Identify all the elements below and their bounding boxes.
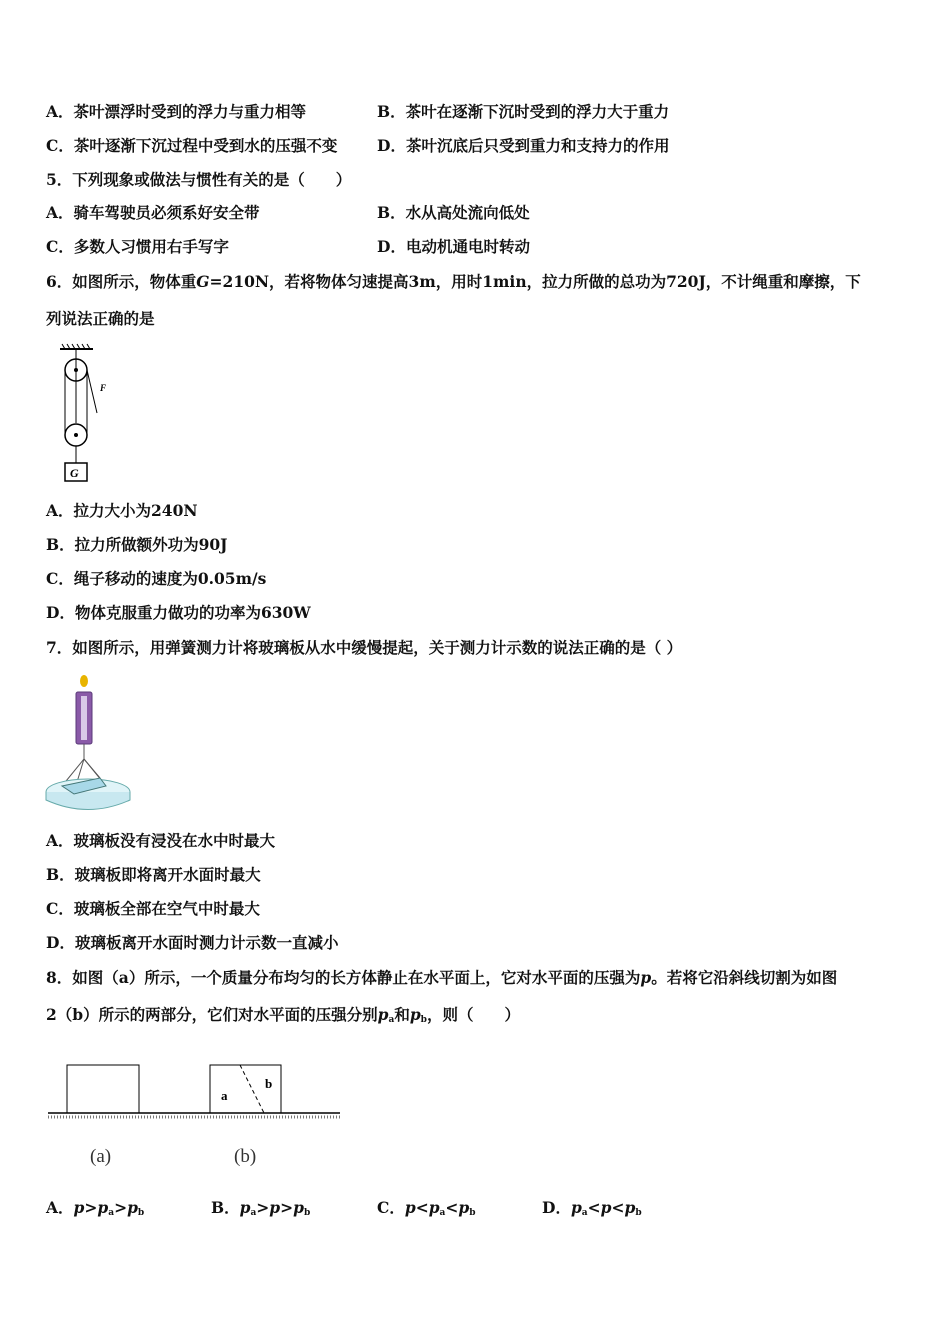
q5-option-d: D．电动机通电时转动 [377, 237, 530, 256]
q8-text: 8．如图（a）所示，一个质量分布均匀的长方体静止在水平面上，它对水平面的压强为 [46, 968, 641, 987]
sub: a [108, 1208, 115, 1218]
op: > [256, 1198, 270, 1217]
q8-sub-b: b [420, 1015, 427, 1025]
q4-option-b: B．茶叶在逐渐下沉时受到的浮力大于重力 [377, 102, 670, 121]
var-p: p [269, 1198, 281, 1217]
q8-text: 。若将它沿斜线切割为如图 [651, 968, 838, 987]
q5-option-b: B．水从高处流向低处 [377, 203, 530, 222]
q5-stem: 5．下列现象或做法与惯性有关的是（ ） [46, 170, 352, 189]
q8-sub-a: a [388, 1015, 395, 1025]
q7-option-c: C．玻璃板全部在空气中时最大 [46, 899, 260, 918]
q8-text: 和 [394, 1005, 410, 1024]
q7-option-d: D．玻璃板离开水面时测力计示数一直减小 [46, 933, 339, 952]
q5-option-c: C．多数人习惯用右手写字 [46, 237, 229, 256]
q6-text: 6．如图所示，物体重 [46, 272, 197, 291]
q6-var-g: G [196, 272, 210, 291]
sub: a [581, 1208, 588, 1218]
q8-text: 2（b）所示的两部分，它们对水平面的压强分别 [46, 1005, 378, 1024]
op: < [415, 1198, 429, 1217]
var-p: p [97, 1198, 109, 1217]
q8-var-p: p [377, 1005, 389, 1024]
pulley-g-label: G [70, 466, 79, 480]
q6-option-c: C．绳子移动的速度为0.05m/s [46, 569, 267, 588]
cuboid-figure [44, 1060, 344, 1175]
q8-var-p: p [640, 968, 652, 987]
sub: b [303, 1208, 311, 1218]
sub: a [250, 1208, 257, 1218]
var-p: p [428, 1198, 440, 1217]
var-p: p [73, 1198, 85, 1217]
q8-stem-line2 [46, 1005, 520, 1030]
spring-scale-figure [44, 674, 136, 814]
q8-option-b [211, 1198, 310, 1223]
pulley-figure [55, 343, 125, 488]
q5-option-a: A．骑车驾驶员必须系好安全带 [46, 203, 260, 222]
q6-stem-line2: 列说法正确的是 [46, 309, 155, 328]
pulley-f-label: F [100, 383, 107, 393]
sub: b [469, 1208, 476, 1218]
op: > [280, 1198, 294, 1217]
op: > [84, 1198, 98, 1217]
sub: b [137, 1208, 145, 1218]
q6-stem-line1 [46, 272, 861, 292]
var-p: p [570, 1198, 582, 1217]
q6-option-a: A．拉力大小为240N [46, 501, 198, 520]
q8-option-a [46, 1198, 144, 1223]
op: > [114, 1198, 128, 1217]
q8-option-c [377, 1198, 476, 1223]
var-p: p [600, 1198, 612, 1217]
q6-option-b: B．拉力所做额外功为90J [46, 535, 228, 554]
var-p: p [624, 1198, 636, 1217]
q8-stem-line1 [46, 968, 837, 988]
option-label: B． [211, 1198, 240, 1217]
sub: a [439, 1208, 446, 1218]
q6-option-d: D．物体克服重力做功的功率为630W [46, 603, 311, 622]
q7-option-a: A．玻璃板没有浸没在水中时最大 [46, 831, 276, 850]
option-label: A． [46, 1198, 74, 1217]
sub: b [635, 1208, 642, 1218]
q4-option-c: C．茶叶逐渐下沉过程中受到水的压强不变 [46, 136, 338, 155]
q8-option-d [542, 1198, 642, 1223]
q7-option-b: B．玻璃板即将离开水面时最大 [46, 865, 261, 884]
q8-var-p: p [409, 1005, 421, 1024]
part-b-label: b [265, 1076, 273, 1091]
var-p: p [239, 1198, 251, 1217]
option-label: C． [377, 1198, 405, 1217]
q7-stem: 7．如图所示，用弹簧测力计将玻璃板从水中缓慢提起，关于测力计示数的说法正确的是（ ） [46, 638, 683, 657]
q6-text: =210N，若将物体匀速提高3m，用时1min，拉力所做的总功为720J，不计绳重和摩擦，下 [209, 272, 861, 291]
op: < [587, 1198, 601, 1217]
q4-option-a: A．茶叶漂浮时受到的浮力与重力相等 [46, 102, 307, 121]
caption-b: (b) [234, 1146, 257, 1167]
var-p: p [127, 1198, 138, 1217]
var-p: p [458, 1198, 470, 1217]
caption-a: (a) [90, 1146, 112, 1167]
op: < [611, 1198, 625, 1217]
part-a-label: a [221, 1088, 228, 1103]
q4-option-d: D．茶叶沉底后只受到重力和支持力的作用 [377, 136, 670, 155]
q8-text: ，则（ ） [426, 1005, 520, 1024]
op: < [445, 1198, 459, 1217]
option-label: D． [542, 1198, 571, 1217]
var-p: p [293, 1198, 304, 1217]
var-p: p [404, 1198, 416, 1217]
